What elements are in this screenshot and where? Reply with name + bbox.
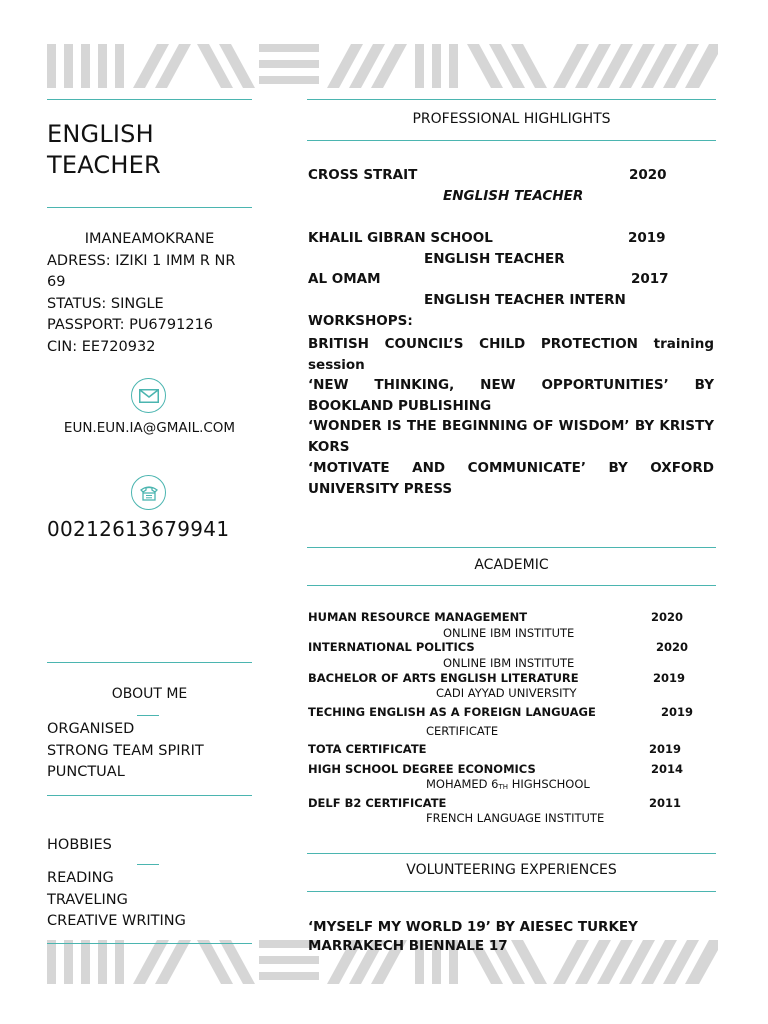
workshop-item-1: BRITISH COUNCIL’S CHILD PROTECTION training session <box>308 336 714 373</box>
academic-institution: FRENCH LANGUAGE INSTITUTE <box>426 811 605 825</box>
decorative-band-top <box>47 44 718 88</box>
workshops-heading: WORKSHOPS: <box>308 313 413 329</box>
about-heading: OBOUT ME <box>111 686 188 702</box>
job3-role: ENGLISH TEACHER INTERN <box>424 292 626 308</box>
academic-title: INTERNATIONAL POLITICS <box>308 640 475 654</box>
about-list <box>47 719 204 784</box>
job1-org: CROSS STRAIT <box>308 167 418 183</box>
job1-year: 2020 <box>629 167 667 183</box>
academic-institution: MOHAMED $6_{TH}$ HIGHSCHOOL <box>426 777 590 791</box>
hobbies-bottom-rule <box>47 943 252 944</box>
highlights-top-rule <box>307 99 716 100</box>
envelope-icon <box>131 378 166 413</box>
cin-number: CIN: EE720932 <box>47 338 156 355</box>
academic-year: 2020 <box>651 610 684 624</box>
job3-year: 2017 <box>631 271 669 287</box>
list-item: READING <box>47 870 114 886</box>
academic-institution: ONLINE IBM INSTITUTE <box>443 626 575 640</box>
marital-status: STATUS: SINGLE <box>47 295 164 312</box>
list-item: STRONG TEAM SPIRIT <box>47 742 204 759</box>
about-bottom-rule <box>47 795 252 796</box>
academic-year: 2011 <box>649 796 682 810</box>
volunteering-top-rule <box>307 853 716 854</box>
academic-year: 2019 <box>661 705 694 719</box>
highlights-heading: PROFESSIONAL HIGHLIGHTS <box>412 111 611 127</box>
about-top-rule <box>47 662 252 663</box>
job1-role: ENGLISH TEACHER <box>443 188 584 204</box>
academic-title: HIGH SCHOOL DEGREE ECONOMICS <box>308 762 536 776</box>
left-top-rule <box>47 99 252 100</box>
academic-institution: CERTIFICATE <box>426 724 499 738</box>
list-item: TRAVELING <box>47 891 128 908</box>
academic-top-rule <box>307 547 716 548</box>
address-line2: 69 <box>47 274 66 290</box>
academic-year: 2014 <box>651 762 684 776</box>
volunteering-bottom-rule <box>307 891 716 892</box>
email-address[interactable]: EUN.EUN.IA@GMAIL.COM <box>63 420 236 436</box>
academic-year: 2020 <box>656 640 689 654</box>
job-title-line1: ENGLISH <box>47 120 154 148</box>
hobbies-heading: HOBBIES <box>47 837 112 853</box>
academic-title: TECHING ENGLISH AS A FOREIGN LANGUAGE <box>308 705 596 719</box>
telephone-icon <box>131 475 166 510</box>
list-item: CREATIVE WRITING <box>47 913 186 929</box>
phone-number[interactable]: 00212613679941 <box>47 517 230 541</box>
job3-org: AL OMAM <box>308 271 381 287</box>
job2-org: KHALIL GIBRAN SCHOOL <box>308 230 493 246</box>
job2-role: ENGLISH TEACHER <box>424 251 565 267</box>
academic-heading: ACADEMIC <box>474 557 549 573</box>
volunteering-heading: VOLUNTEERING EXPERIENCES <box>406 862 617 878</box>
job-title <box>47 119 161 181</box>
academic-year: 2019 <box>653 671 686 685</box>
candidate-name: IMANEAMOKRANE <box>84 231 215 247</box>
hobbies-list <box>47 868 186 933</box>
band-pattern-top <box>47 44 718 88</box>
academic-year: 2019 <box>649 742 682 756</box>
academic-institution: CADI AYYAD UNIVERSITY <box>436 686 577 700</box>
workshop-item-2: ‘NEW THINKING, NEW OPPORTUNITIES’ BY BOOKLAND PUBLISHING <box>308 377 714 414</box>
workshop-item-4: ‘MOTIVATE AND COMMUNICATE’ BY OXFORD UNIVERSITY PRESS <box>308 460 714 497</box>
list-item: ORGANISED <box>47 721 135 737</box>
left-title-rule <box>47 207 252 208</box>
volunteering-item-1: ‘MYSELF MY WORLD 19’ BY AIESEC TURKEY <box>308 919 638 935</box>
academic-title: TOTA CERTIFICATE <box>308 742 427 756</box>
academic-bottom-rule <box>307 585 716 586</box>
hobbies-mini-rule <box>137 864 159 865</box>
workshop-item-3: ‘WONDER IS THE BEGINNING OF WISDOM’ BY KRISTY KORS <box>308 418 714 455</box>
job2-year: 2019 <box>628 230 666 246</box>
academic-title: BACHELOR OF ARTS ENGLISH LITERATURE <box>308 671 579 685</box>
address-line1: ADRESS: IZIKI 1 IMM R NR <box>47 252 236 269</box>
contact-details <box>47 229 257 358</box>
list-item: PUNCTUAL <box>47 764 125 780</box>
academic-institution: ONLINE IBM INSTITUTE <box>443 656 575 670</box>
highlights-bottom-rule <box>307 140 716 141</box>
volunteering-item-2: MARRAKECH BIENNALE 17 <box>308 938 508 954</box>
academic-title: DELF B2 CERTIFICATE <box>308 796 447 810</box>
academic-title: HUMAN RESOURCE MANAGEMENT <box>308 610 528 624</box>
passport-number: PASSPORT: PU6791216 <box>47 317 214 333</box>
about-mini-rule <box>137 715 159 716</box>
job-title-line2: TEACHER <box>47 151 161 179</box>
